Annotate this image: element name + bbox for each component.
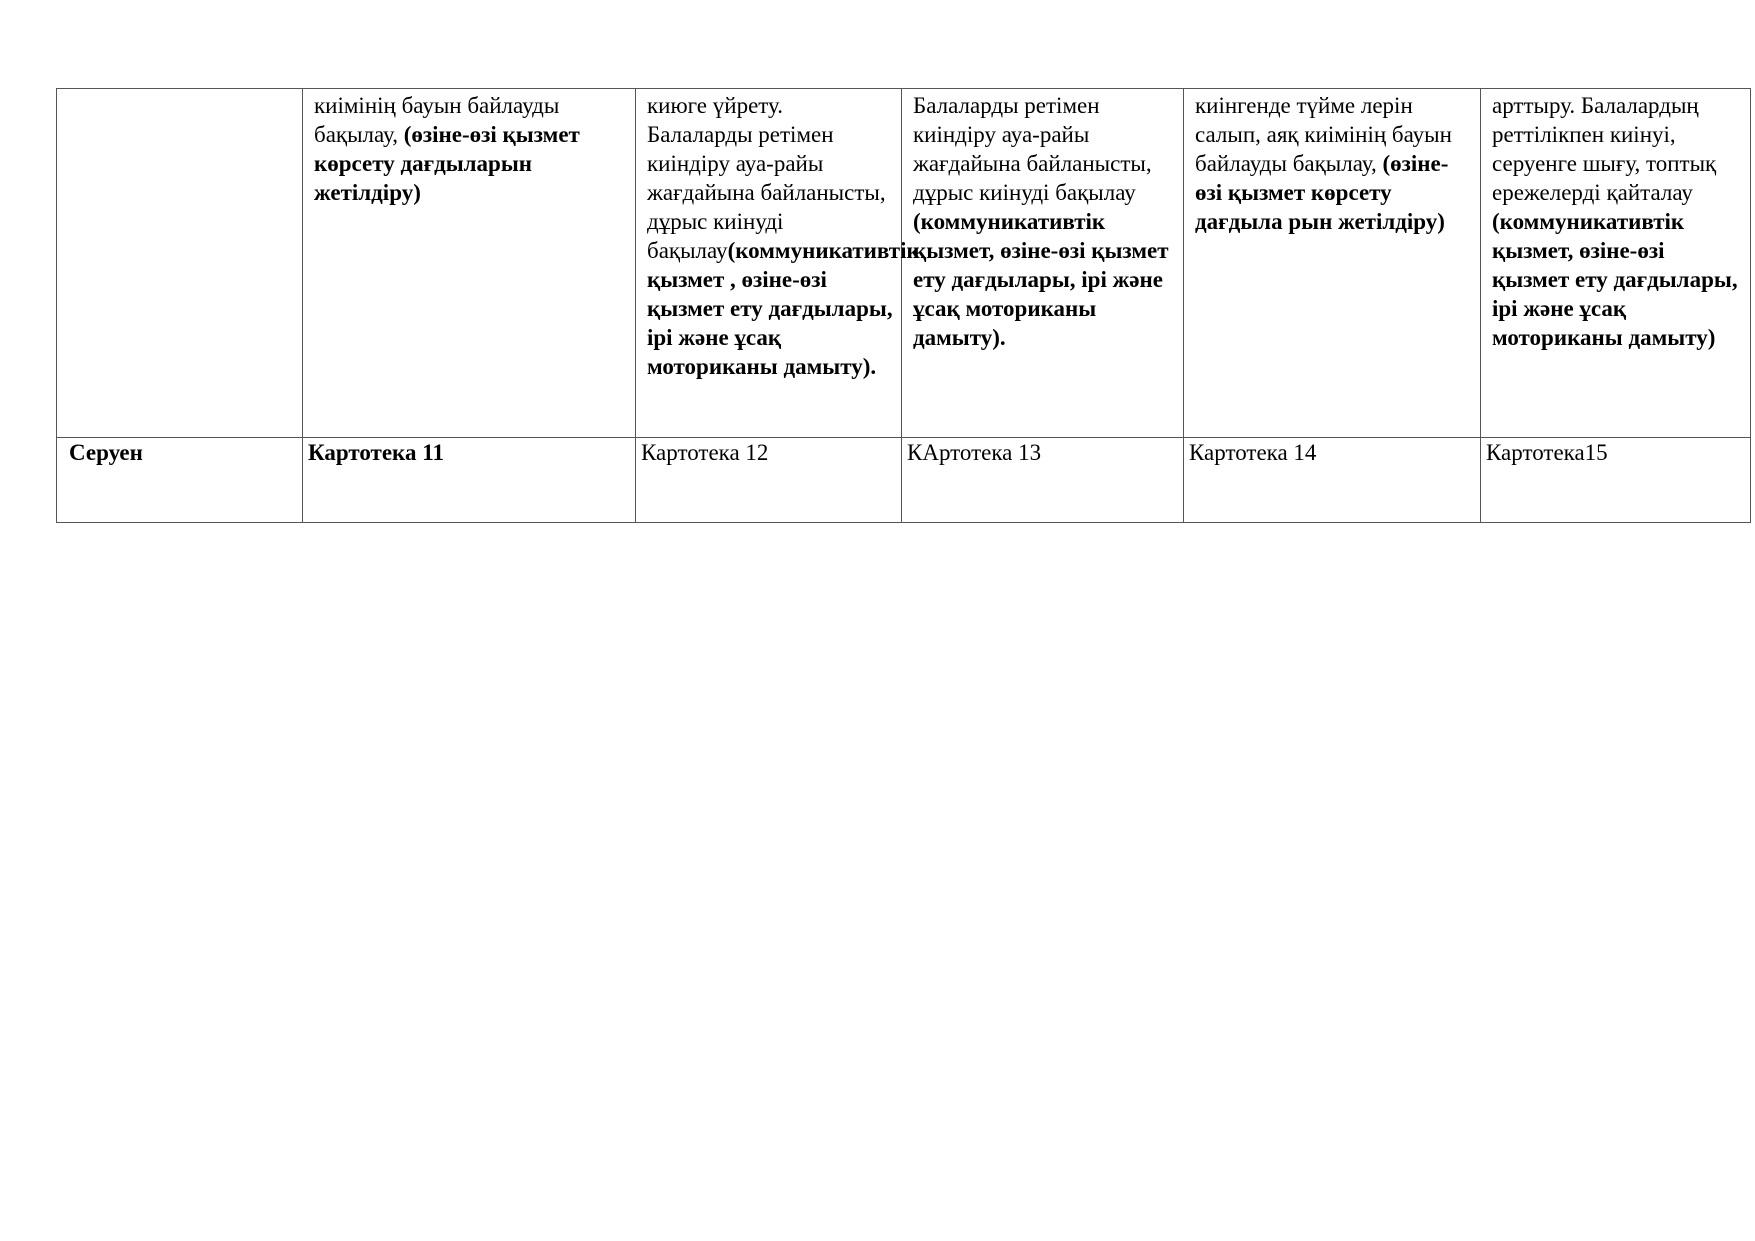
table-cell [1184,438,1481,523]
table-cell [636,89,920,438]
cell-bold-text: (өзіне-өзі қызмет көрсету дағдыларын жетілдіру) [314,122,580,205]
cell-bold-text: (коммуникативтік қызмет, өзіне-өзі қызмет ету дағдылары, ірі және ұсақ моториканы дамыту). [913,209,1169,350]
cell-plain-text: киімінің бауын байлауды бақылау, [314,93,560,147]
row-label [57,89,302,91]
cell-bold-text: (коммуникативтік қызмет, өзіне-өзі қызмет ету дағдылары, ірі және ұсақ моториканы дамыту) [1492,209,1738,350]
cell-text [303,89,635,207]
kartoteka-14: Картотека 14 [1189,440,1317,465]
table-cell [902,438,1184,523]
kartoteka-15: Картотека15 [1486,440,1608,465]
kartoteka-13: КАртотека 13 [907,440,1042,465]
cell-plain-text: киінгенде түйме лерін салып, аяқ киімінің бауын байлауды бақылау, [1195,93,1452,176]
cell-plain-text: арттыру. Балалардың реттілікпен киінуі, серуенге шығу, топтық ережелерді қайталау [1492,93,1717,205]
table-cell [636,438,902,523]
kartoteka-12: Картотека 12 [641,440,769,465]
row-label-seruen: Серуен [69,440,143,465]
cell-plain-text: Балаларды ретімен киіндіру ауа-райы жағдайына байланысты, дұрыс киінуді бақылау [913,93,1152,205]
table-cell [1184,89,1481,438]
cell-plain-text: киюге үйрету. Балаларды ретімен киіндіру ауа-райы жағдайына байланысты, дұрыс киінуді бақылау [647,93,886,263]
table-row-seruen [57,438,1751,523]
table-cell [303,438,636,523]
cell-text [902,89,1183,352]
table-cell [1481,438,1751,523]
table-row-continued [57,89,1751,438]
schedule-table [56,88,1751,523]
row-label-cell [57,89,303,438]
table-cell [1481,89,1751,438]
cell-bold-text: (коммуникативтік қызмет , өзіне-өзі қызмет ету дағдылары, ірі және ұсақ моториканы дамыту). [647,238,920,379]
row-label-cell [57,438,303,523]
cell-text [636,89,920,381]
cell-text [1184,89,1480,236]
cell-text [1481,89,1750,352]
kartoteka-11: Картотека 11 [308,440,444,465]
table-cell [303,89,636,438]
cell-bold-text: (өзіне-өзі қызмет көрсету дағдыла рын жетілдіру) [1195,151,1449,234]
table-cell [902,89,1184,438]
